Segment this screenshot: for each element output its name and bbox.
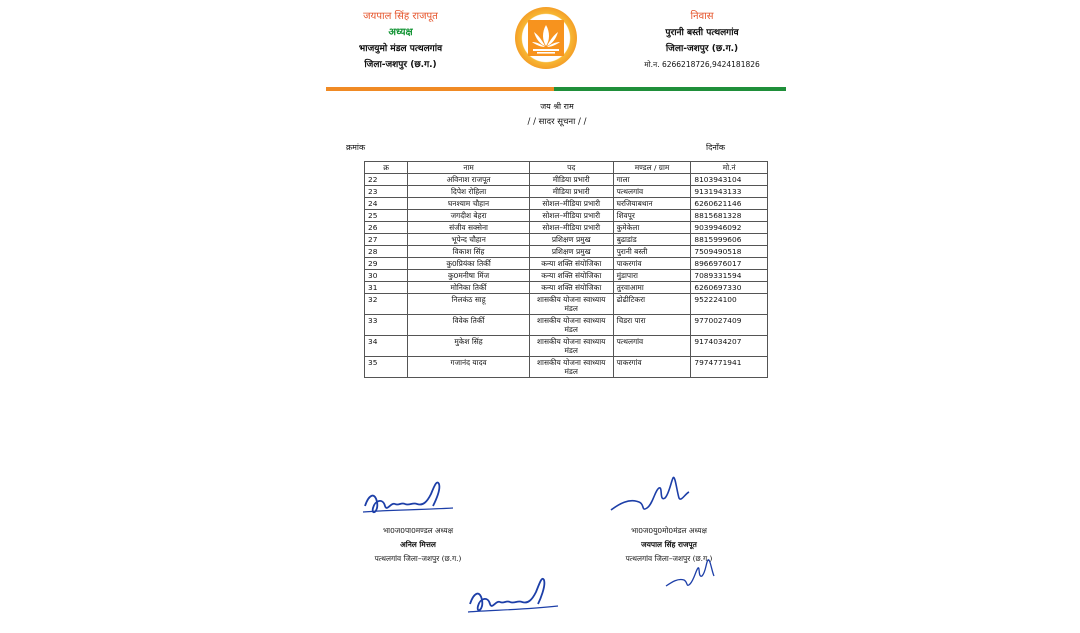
reference-label: क्रमांक — [346, 143, 366, 152]
cell-place: पत्थलगांव — [613, 186, 691, 198]
cell-post: प्रशिक्षण प्रमुख — [529, 246, 613, 258]
cell-post: कन्या शक्ति संयोजिका — [529, 270, 613, 282]
cell-place: तुरवाआमा — [613, 282, 691, 294]
cell-serial: 29 — [365, 258, 408, 270]
district-left: जिला-जशपुर (छ.ग.) — [364, 60, 437, 70]
cell-name: जगदीश बेहरा — [408, 210, 530, 222]
cell-name: विवेक तिर्की — [408, 315, 530, 336]
cell-mobile: 9039946092 — [691, 222, 768, 234]
signature-right — [605, 468, 705, 523]
cell-post: सोशल–मीडिया प्रभारी — [529, 210, 613, 222]
signature-left — [357, 472, 467, 524]
cell-place: बुढाडांड — [613, 234, 691, 246]
cell-name: घनश्याम चौहान — [408, 198, 530, 210]
residence-heading: निवास — [690, 11, 714, 22]
signatory-place-left: पत्थलगांव जिला–जशपुर (छ.ग.) — [374, 554, 462, 563]
cell-mobile: 7509490518 — [691, 246, 768, 258]
cell-post: सोशल–मीडिया प्रभारी — [529, 198, 613, 210]
table-row — [365, 336, 768, 357]
col-header-serial: क्र — [365, 162, 408, 174]
letterhead-right — [637, 9, 767, 73]
members-table — [364, 161, 768, 378]
cell-serial: 35 — [365, 357, 408, 378]
cell-serial: 22 — [365, 174, 408, 186]
cell-serial: 24 — [365, 198, 408, 210]
table-row — [365, 294, 768, 315]
divider-green — [554, 87, 786, 91]
cell-mobile: 8103943104 — [691, 174, 768, 186]
cell-post: सोशल–मीडिया प्रभारी — [529, 222, 613, 234]
cell-post: शासकीय योजना स्वाध्याय मंडल — [529, 315, 613, 336]
cell-name: मोनिका तिर्की — [408, 282, 530, 294]
president-name: जयपाल सिंह राजपूत — [363, 11, 438, 22]
residence-address: पुरानी बस्ती पत्थलगांव — [665, 28, 739, 38]
cell-mobile: 952224100 — [691, 294, 768, 315]
cell-place: मुंडापारा — [613, 270, 691, 282]
table-row — [365, 210, 768, 222]
cell-mobile: 6260697330 — [691, 282, 768, 294]
signature-block-left — [358, 524, 478, 566]
cell-mobile: 6260621146 — [691, 198, 768, 210]
cell-name: अविनाश राजपूत — [408, 174, 530, 186]
cell-serial: 23 — [365, 186, 408, 198]
signature-right-repeat — [662, 552, 722, 596]
cell-post: मीडिया प्रभारी — [529, 186, 613, 198]
table-row — [365, 270, 768, 282]
cell-name: मुकेश सिंह — [408, 336, 530, 357]
organization: भाजयुमो मंडल पत्थलगांव — [358, 44, 443, 54]
subject-line: / / सादर सूचना / / — [527, 117, 587, 127]
cell-post: कन्या शक्ति संयोजिका — [529, 258, 613, 270]
cell-name: कु0मनीषा मिंज — [408, 270, 530, 282]
cell-place: पाकरगांव — [613, 357, 691, 378]
cell-name: भूपेन्द चौहान — [408, 234, 530, 246]
cell-place: ढोढीटिकरा — [613, 294, 691, 315]
cell-serial: 28 — [365, 246, 408, 258]
cell-name: विकाश सिंह — [408, 246, 530, 258]
bjp-lotus-logo — [515, 7, 577, 69]
table-row — [365, 222, 768, 234]
cell-place: शिवपूर — [613, 210, 691, 222]
signatory-role-left: भा0ज0पा0मण्डल अध्यक्ष — [382, 526, 454, 535]
cell-name: संजीव सक्सेना — [408, 222, 530, 234]
lotus-icon — [528, 20, 564, 56]
letterhead-left — [338, 9, 463, 73]
cell-mobile: 7089331594 — [691, 270, 768, 282]
cell-serial: 26 — [365, 222, 408, 234]
signatory-role-right: भा0ज0यु0मो0मंडल अध्यक्ष — [631, 526, 707, 535]
table-row — [365, 246, 768, 258]
cell-serial: 31 — [365, 282, 408, 294]
letter-page — [322, 0, 792, 633]
divider-orange — [326, 87, 554, 91]
cell-serial: 34 — [365, 336, 408, 357]
table-row — [365, 357, 768, 378]
cell-name: गजानंद यादव — [408, 357, 530, 378]
col-header-post: पद — [529, 162, 613, 174]
table-row — [365, 258, 768, 270]
cell-mobile: 8815999606 — [691, 234, 768, 246]
cell-post: शासकीय योजना स्वाध्याय मंडल — [529, 357, 613, 378]
cell-mobile: 9131943133 — [691, 186, 768, 198]
cell-place: पुरानी बस्ती — [613, 246, 691, 258]
president-role: अध्यक्ष — [388, 27, 413, 38]
col-header-place: मण्डल / ग्राम — [613, 162, 691, 174]
salutation: जय श्री राम — [540, 102, 574, 111]
cell-serial: 30 — [365, 270, 408, 282]
cell-post: शासकीय योजना स्वाध्याय मंडल — [529, 294, 613, 315]
cell-place: गाला — [613, 174, 691, 186]
cell-post: कन्या शक्ति संयोजिका — [529, 282, 613, 294]
cell-post: शासकीय योजना स्वाध्याय मंडल — [529, 336, 613, 357]
district-right: जिला-जशपुर (छ.ग.) — [665, 44, 739, 54]
cell-mobile: 9770027409 — [691, 315, 768, 336]
cell-name: दिपेश रोहिला — [408, 186, 530, 198]
cell-place: चिडरा पारा — [613, 315, 691, 336]
cell-mobile: 9174034207 — [691, 336, 768, 357]
table-row — [365, 198, 768, 210]
cell-post: मीडिया प्रभारी — [529, 174, 613, 186]
cell-mobile: 7974771941 — [691, 357, 768, 378]
cell-serial: 33 — [365, 315, 408, 336]
cell-post: प्रशिक्षण प्रमुख — [529, 234, 613, 246]
table-row — [365, 174, 768, 186]
cell-mobile: 8815681328 — [691, 210, 768, 222]
table-header-row — [365, 162, 768, 174]
cell-name: कु0प्रियंका तिर्की — [408, 258, 530, 270]
cell-place: कुमेकेला — [613, 222, 691, 234]
signatory-name-left: अनिल मित्तल — [400, 540, 436, 549]
table-row — [365, 315, 768, 336]
cell-place: पत्थलगांव — [613, 336, 691, 357]
signatory-place-right: पत्थलगांव जिला–जशपुर (छ.ग.) — [625, 554, 713, 563]
cell-place: घरजियाबथान — [613, 198, 691, 210]
date-label: दिनाँक — [706, 143, 725, 152]
cell-mobile: 8966976017 — [691, 258, 768, 270]
cell-serial: 32 — [365, 294, 408, 315]
cell-serial: 27 — [365, 234, 408, 246]
signature-left-repeat — [462, 566, 572, 622]
cell-name: निलकंठ साहू — [408, 294, 530, 315]
col-header-name: नाम — [408, 162, 530, 174]
table-row — [365, 186, 768, 198]
cell-serial: 25 — [365, 210, 408, 222]
cell-place: पाकरगांव — [613, 258, 691, 270]
col-header-mobile: मो.नं — [691, 162, 768, 174]
signatory-name-right: जयपाल सिंह राजपूत — [641, 540, 697, 549]
table-row — [365, 282, 768, 294]
table-row — [365, 234, 768, 246]
phone-numbers: मो.न. 6266218726,9424181826 — [644, 60, 760, 69]
